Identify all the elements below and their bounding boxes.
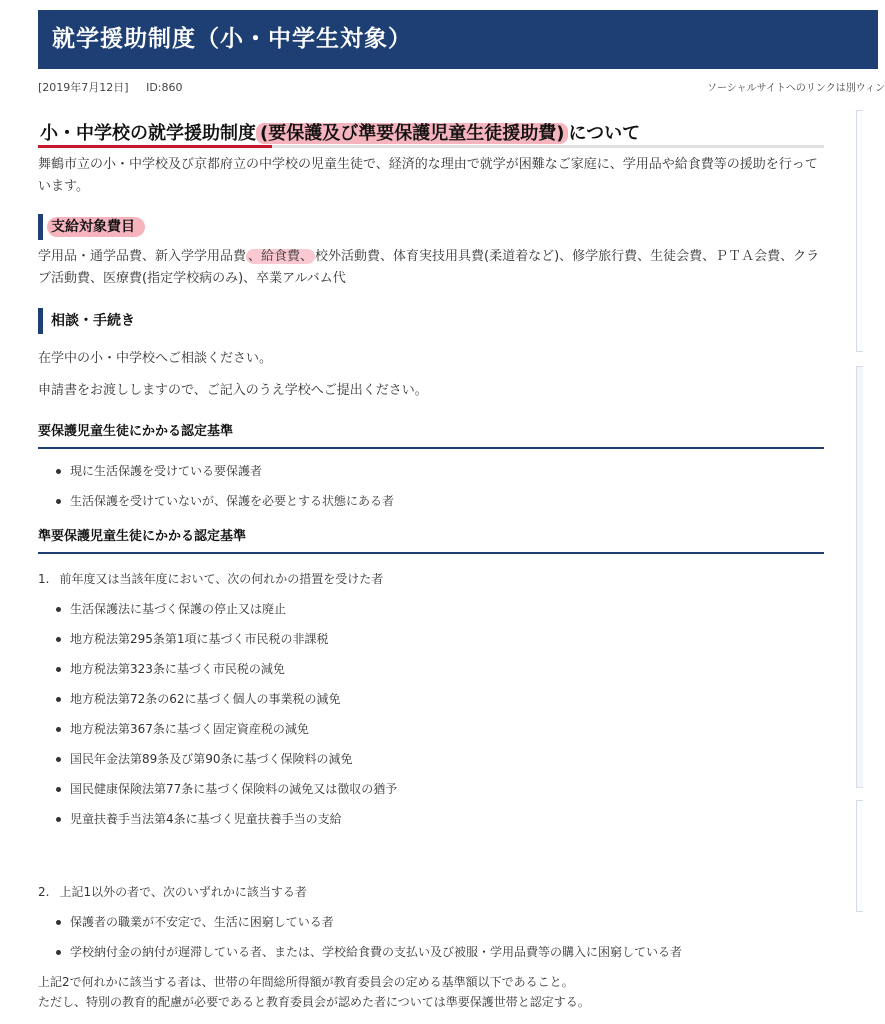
page-title-banner bbox=[38, 10, 878, 69]
list-item: 現に生活保護を受けている要保護者 bbox=[56, 463, 824, 479]
list-item: 児童扶養手当法第4条に基づく児童扶養手当の支給 bbox=[56, 811, 824, 827]
heading-underline bbox=[38, 145, 824, 148]
numbered-item-1: 1. 前年度又は当該年度において、次の何れかの措置を受けた者 bbox=[38, 572, 384, 586]
criteria-protected-list bbox=[38, 463, 824, 509]
sidebar-panel bbox=[856, 800, 863, 912]
heading-highlight: (要保護及び準要保護児童生徒援助費) bbox=[256, 123, 568, 144]
main-content bbox=[38, 110, 824, 1012]
note-text: 上記2で何れかに該当する者は、世帯の年間総所得額が教育委員会の定める基準額以下であること。 ただし、特別の教育的配慮が必要であると教育委員会が認めた者については準要保護世帯と認定する。 bbox=[38, 975, 590, 1009]
intro-text: 舞鶴市立の小・中学校及び京都府立の中学校の児童生徒で、経済的な理由で就学が困難なご家庭に、学用品や給食費等の援助を行っています。 bbox=[38, 157, 818, 194]
support-items-text: 学用品・通学品費、新入学学用品費 、給食費、 校外活動費、体育実技用具費(柔道着など)、修学旅行費、生徒会費、ＰＴＡ会費、クラブ活動費、医療費(指定学校病のみ)、卒業アルバム代 bbox=[38, 249, 820, 286]
section-heading: 小・中学校の就学援助制度 (要保護及び準要保護児童生徒援助費) について bbox=[40, 123, 641, 144]
list-item: 国民年金法第89条及び第90条に基づく保険料の減免 bbox=[56, 751, 824, 767]
page-id: ID:860 bbox=[146, 81, 183, 94]
page-title: 就学援助制度（小・中学生対象） bbox=[52, 26, 412, 52]
school-lunch-highlight: 、給食費、 bbox=[248, 249, 314, 264]
publish-date: [2019年7月12日] bbox=[38, 81, 129, 94]
page-meta bbox=[38, 79, 183, 95]
sidebar-panel bbox=[856, 366, 863, 788]
list-item: 地方税法第72条の62に基づく個人の事業税の減免 bbox=[56, 691, 824, 707]
list-item: 国民健康保険法第77条に基づく保険料の減免又は徴収の猶予 bbox=[56, 781, 824, 797]
social-link-notice: ソーシャルサイトへのリンクは別ウィン bbox=[707, 83, 885, 94]
consult-text-2: 申請書をお渡ししますので、ご記入のうえ学校へご提出ください。 bbox=[38, 383, 428, 398]
list-item: 生活保護を受けていないが、保護を必要とする状態にある者 bbox=[56, 493, 824, 509]
criteria-semi-list-2 bbox=[38, 914, 824, 960]
list-item: 地方税法第295条第1項に基づく市民税の非課税 bbox=[56, 631, 824, 647]
list-item: 保護者の職業が不安定で、生活に困窮している者 bbox=[56, 914, 824, 930]
consult-heading: 相談・手続き bbox=[38, 308, 824, 334]
list-item: 地方税法第367条に基づく固定資産税の減免 bbox=[56, 721, 824, 737]
list-item: 地方税法第323条に基づく市民税の減免 bbox=[56, 661, 824, 677]
list-item: 学校納付金の納付が遅滞している者、または、学校給食費の支払い及び被服・学用品費等の購入に困窮している者 bbox=[56, 944, 824, 960]
criteria-semi-list-1 bbox=[38, 601, 824, 827]
consult-text-1: 在学中の小・中学校へご相談ください。 bbox=[38, 351, 273, 366]
list-item: 生活保護法に基づく保護の停止又は廃止 bbox=[56, 601, 824, 617]
criteria-semi-heading: 準要保護児童生徒にかかる認定基準 bbox=[38, 525, 824, 554]
support-items-heading: 支給対象費目 bbox=[38, 214, 824, 240]
criteria-protected-heading: 要保護児童生徒にかかる認定基準 bbox=[38, 420, 824, 449]
sidebar-panel bbox=[856, 110, 863, 352]
numbered-item-2: 2. 上記1以外の者で、次のいずれかに該当する者 bbox=[38, 885, 307, 899]
